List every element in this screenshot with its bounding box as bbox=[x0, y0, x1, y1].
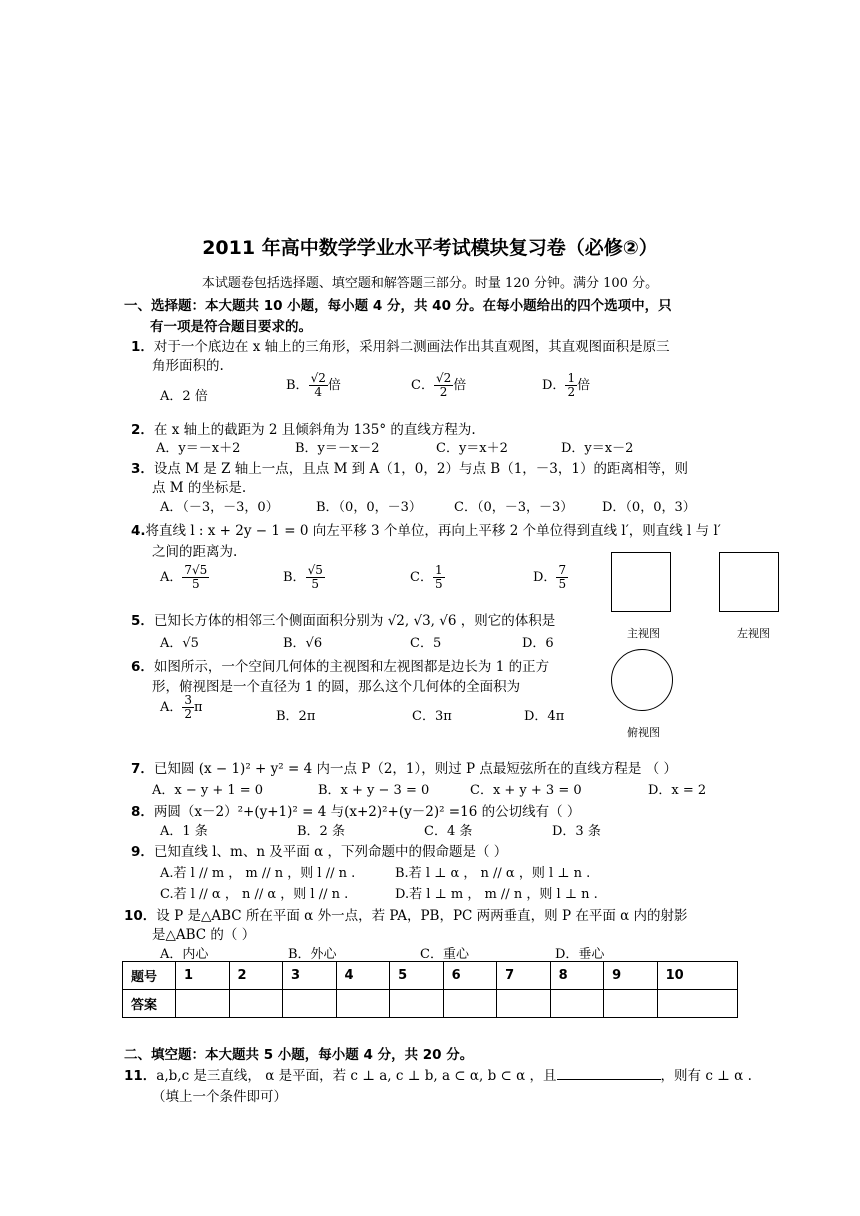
option-c: C．3π bbox=[412, 709, 452, 724]
question-7: 7．已知圆 (x − 1)² + y² = 4 内一点 P（2，1），则过 P 点最短弦所在的直线方程是 （ ） bbox=[131, 761, 677, 777]
question-2: 2．在 x 轴上的截距为 2 且倾斜角为 135° 的直线方程为. bbox=[131, 422, 476, 438]
option-d: D． $\frac{1}{2}$ 倍 bbox=[542, 371, 591, 400]
question-5: 5．已知长方体的相邻三个侧面面积分别为 √2, √3, √6 ，则它的体积是 bbox=[131, 613, 556, 629]
page-title: 2011 年高中数学学业水平考试模块复习卷（必修②） bbox=[202, 237, 658, 259]
question-4: 4.将直线 l : x + 2y − 1 = 0 向左平移 3 个单位，再向上平移 2 个单位得到直线 l′，则直线 l 与 l′ bbox=[131, 523, 721, 539]
option-a: A．（－3，－3，0） bbox=[160, 500, 279, 515]
option-a: A． $\frac{7√5}{5}$ bbox=[160, 563, 208, 592]
option-b: B．x + y − 3 = 0 bbox=[318, 783, 430, 798]
option-b: B．2π bbox=[276, 709, 316, 724]
section1-heading-cont: 有一项是符合题目要求的。 bbox=[150, 319, 312, 335]
option-d: D．4π bbox=[524, 709, 565, 724]
option-d: D．垂心 bbox=[555, 947, 605, 962]
option-c: C．（0，－3，－3） bbox=[454, 500, 574, 515]
option-a: A．x − y + 1 = 0 bbox=[152, 783, 264, 798]
question-text: 对于一个底边在 x 轴上的三角形，采用斜二测画法作出其直观图，其直观图面积是原三 bbox=[153, 339, 670, 355]
side-view-caption: 左视图 bbox=[737, 627, 770, 640]
option-b: B．2 条 bbox=[297, 824, 345, 839]
option-d: D.若 l ⊥ m ， m // n ，则 l ⊥ n . bbox=[395, 887, 598, 902]
answer-table-header-row bbox=[123, 962, 738, 990]
option-a: A．2 倍 bbox=[160, 389, 208, 404]
table-cell-number: 10 bbox=[657, 962, 737, 990]
option-c: C．5 bbox=[410, 636, 442, 651]
question-3-cont: 点 M 的坐标是. bbox=[152, 480, 247, 496]
question-6: 6．如图所示，一个空间几何体的主视图和左视图都是边长为 1 的正方 bbox=[131, 659, 550, 675]
table-cell-number: 8 bbox=[550, 962, 604, 990]
option-b: B． $\frac{√2}{4}$ 倍 bbox=[286, 371, 341, 400]
top-view-circle bbox=[611, 649, 673, 711]
question-11: 11．a,b,c 是三直线， α 是平面，若 c ⊥ a, c ⊥ b, a ⊂ α, b ⊂ α ，且 ，则有 c ⊥ α . bbox=[124, 1068, 752, 1084]
answer-cell[interactable] bbox=[283, 990, 337, 1018]
intro-text: 本试题卷包括选择题、填空题和解答题三部分。时量 120 分钟。满分 100 分。 bbox=[201, 276, 659, 291]
option-b: B.若 l ⊥ α ， n // α ，则 l ⊥ n . bbox=[395, 866, 591, 881]
table-answer-label: 答案 bbox=[123, 990, 176, 1018]
option-a: A．内心 bbox=[160, 947, 209, 962]
table-cell-number: 5 bbox=[390, 962, 444, 990]
option-c: C．4 条 bbox=[424, 824, 473, 839]
option-c: C． $\frac{√2}{2}$ 倍 bbox=[411, 371, 467, 400]
answer-cell[interactable] bbox=[176, 990, 230, 1018]
table-cell-number: 2 bbox=[229, 962, 283, 990]
option-a: A.若 l // m ， m // n ，则 l // n . bbox=[160, 866, 356, 881]
option-b: B．y＝－x－2 bbox=[295, 441, 380, 456]
front-view-caption: 主视图 bbox=[627, 627, 660, 640]
answer-cell[interactable] bbox=[443, 990, 497, 1018]
option-a: A．y＝－x＋2 bbox=[156, 441, 241, 456]
option-b: B．（0，0，－3） bbox=[316, 500, 422, 515]
option-d: D．（0，0，3） bbox=[602, 500, 696, 515]
answer-cell[interactable] bbox=[229, 990, 283, 1018]
option-d: D．y＝x－2 bbox=[561, 441, 634, 456]
answer-blank[interactable] bbox=[557, 1067, 661, 1080]
question-6-cont: 形，俯视图是一个直径为 1 的圆，那么这个几何体的全面积为 bbox=[152, 679, 521, 695]
option-a: A．1 条 bbox=[160, 824, 208, 839]
question-11-cont: （填上一个条件即可） bbox=[152, 1089, 287, 1105]
option-c: C．y＝x＋2 bbox=[436, 441, 508, 456]
option-d: D．x = 2 bbox=[648, 783, 707, 798]
table-cell-number: 1 bbox=[176, 962, 230, 990]
answer-table bbox=[122, 961, 738, 1018]
question-10-cont: 是△ABC 的（ ） bbox=[152, 927, 256, 943]
option-a: A． $\frac{3}{2}$ π bbox=[160, 693, 203, 722]
option-d: D．3 条 bbox=[552, 824, 601, 839]
option-b: B．√6 bbox=[283, 636, 323, 651]
option-d: D．6 bbox=[522, 636, 554, 651]
question-1 bbox=[131, 335, 670, 355]
question-3: 3．设点 M 是 Z 轴上一点，且点 M 到 A（1，0，2）与点 B（1，－3，1）的距离相等，则 bbox=[131, 461, 688, 477]
answer-cell[interactable] bbox=[497, 990, 551, 1018]
table-header-label: 题号 bbox=[123, 962, 176, 990]
section1-heading: 一、选择题：本大题共 10 小题，每小题 4 分，共 40 分。在每小题给出的四个选项中，只 bbox=[124, 298, 672, 314]
table-cell-number: 4 bbox=[336, 962, 390, 990]
answer-cell[interactable] bbox=[657, 990, 737, 1018]
answer-table-answer-row bbox=[123, 990, 738, 1018]
table-cell-number: 6 bbox=[443, 962, 497, 990]
answer-cell[interactable] bbox=[550, 990, 604, 1018]
front-view-square bbox=[611, 552, 671, 612]
section2-heading: 二、填空题：本大题共 5 小题，每小题 4 分，共 20 分。 bbox=[124, 1047, 474, 1063]
option-a: A．√5 bbox=[160, 636, 199, 651]
option-c: C.若 l // α ， n // α ，则 l // n . bbox=[160, 887, 349, 902]
option-c: C． $\frac{1}{5}$ bbox=[410, 563, 443, 592]
option-c: C．x + y + 3 = 0 bbox=[470, 783, 582, 798]
question-number: 1． bbox=[131, 339, 154, 355]
option-d: D． $\frac{7}{5}$ bbox=[533, 563, 567, 592]
option-b: B．外心 bbox=[288, 947, 337, 962]
answer-cell[interactable] bbox=[336, 990, 390, 1018]
top-view-caption: 俯视图 bbox=[627, 726, 660, 739]
question-1-cont: 角形面积的. bbox=[152, 358, 224, 374]
table-cell-number: 9 bbox=[604, 962, 658, 990]
table-cell-number: 3 bbox=[283, 962, 337, 990]
answer-cell[interactable] bbox=[390, 990, 444, 1018]
option-b: B． $\frac{√5}{5}$ bbox=[283, 563, 323, 592]
option-c: C．重心 bbox=[420, 947, 469, 962]
side-view-square bbox=[719, 552, 779, 612]
table-cell-number: 7 bbox=[497, 962, 551, 990]
question-8: 8．两圆（x－2）²+(y+1)² = 4 与(x+2)²+(y－2)² =16 的公切线有（ ） bbox=[131, 804, 581, 820]
question-10: 10．设 P 是△ABC 所在平面 α 外一点，若 PA，PB，PC 两两垂直，则 P 在平面 α 内的射影 bbox=[124, 908, 688, 924]
question-4-cont: 之间的距离为. bbox=[152, 544, 238, 560]
question-9: 9．已知直线 l、m、n 及平面 α ，下列命题中的假命题是（ ） bbox=[131, 844, 508, 860]
answer-cell[interactable] bbox=[604, 990, 658, 1018]
